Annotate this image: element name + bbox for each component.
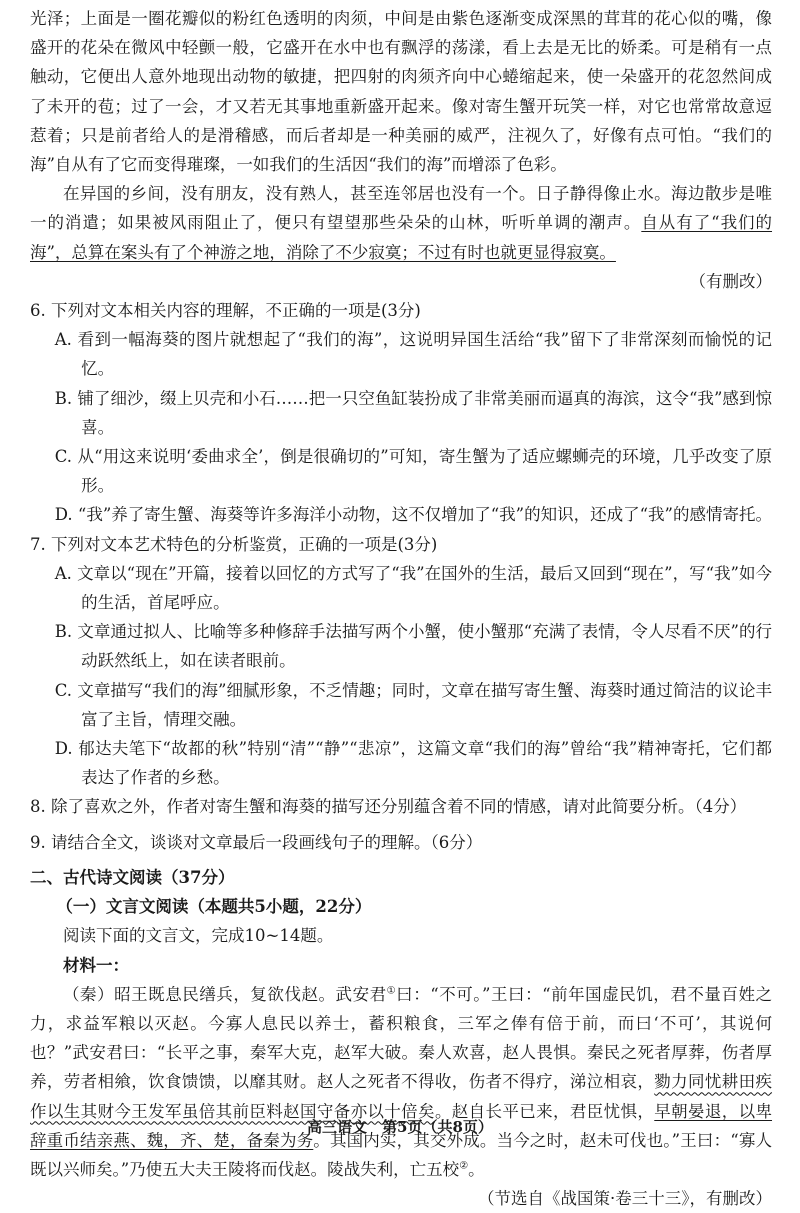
question-7-option-b: B. 文章通过拟人、比喻等多种修辞手法描写两个小蟹，使小蟹那“充满了表情，令人尽看不厌”的行动跃然纸上，如在读者眼前。 [54, 622, 772, 671]
question-7-stem: 7. 下列对文本艺术特色的分析鉴赏，正确的一项是(3分) [30, 534, 438, 554]
question-8-stem: 8. 除了喜欢之外，作者对寄生蟹和海葵的描写还分别蕴含着不同的情感，请对此简要分析。（4分） [30, 797, 747, 817]
edit-note: （有删改） [689, 271, 772, 291]
question-6-option-a: A. 看到一幅海葵的图片就想起了“我们的海”，这说明异国生活给“我”留下了非常深刻而愉悦的记忆。 [54, 330, 772, 379]
question-6-stem: 6. 下列对文本相关内容的理解，不正确的一项是(3分) [30, 301, 421, 321]
underlined-sentence: 自从有了“我们的海”，总算在案头有了个神游之地，消除了不少寂寞；不过有时也就更显得寂寞。 [30, 213, 773, 262]
question-7-option-c: C. 文章描写“我们的海”细腻形象，不乏情趣；同时，文章在描写寄生蟹、海葵时通过简洁的议论丰富了主旨，情理交融。 [54, 680, 772, 729]
passage-text: 。赵自长平已来，君臣忧惧， [434, 1101, 655, 1121]
question-6-option-b: B. 铺了细沙，缀上贝壳和小石……把一只空鱼缸装扮成了非常美丽而逼真的海滨，这令“我”感到惊喜。 [54, 388, 772, 437]
essay-paragraph-1: 光泽；上面是一圈花瓣似的粉红色透明的肉须，中间是由紫色逐渐变成深黑的茸茸的花心似的嘴，像盛开的花朵在微风中轻颤一般，它盛开在水中也有飘浮的荡漾，看上去是无比的娇柔。可是稍有一点触动，它便出人意外地现出动物的敏捷，把四射的肉须齐向中心蜷缩起来，使一朵盛开的花忽然间成了未开的苞；过了一会，才又若无其事地重新盛开起来。像对寄生蟹开玩笑一样，对它也常常故意逗惹着；只是前者给人的是滑稽感，而后者却是一种美丽的威严，注视久了，好像有点可怕。“我们的海”自从有了它而变得璀璨，一如我们的生活因“我们的海”而增添了色彩。 [30, 9, 772, 175]
essay-paragraph-2-text: 在异国的乡间，没有朋友，没有熟人，甚至连邻居也没有一个。日子静得像止水。海边散步是唯一的消遣；如果被风雨阻止了，便只有望望那些朵朵的山林，听听单调的潮声。 [30, 184, 772, 233]
page-footer: 高三语文 第5页（共8页） [307, 1118, 493, 1136]
passage-text: （秦）昭王既息民缮兵，复欲伐赵。武安君 [63, 984, 387, 1004]
wavy-underlined-sentence: 勠力同忧耕田疾作以生其财今王发军虽倍其前臣料赵国守备亦以十倍矣 [30, 1072, 773, 1121]
reading-instruction: 阅读下面的文言文，完成10~14题。 [63, 926, 334, 946]
question-6-option-c: C. 从“用这来说明‘委曲求全’，倒是很确切的”可知，寄生蟹为了适应螺蛳壳的环境，几乎改变了原形。 [54, 447, 772, 496]
passage-text: 。其国内实，其交外成。当今之时，赵未可伐也。”王曰：“寡人既以兴师矣。”乃使五大夫王陵将而伐赵。陵战失利，亡五校 [30, 1130, 773, 1179]
classical-passage [30, 980, 772, 1184]
question-7-option-d: D. 郁达夫笔下“故都的秋”特别“清”“静”“悲凉”，这篇文章“我们的海”曾给“我”精神寄托，它们都表达了作者的乡愁。 [54, 739, 772, 788]
material-label: 材料一： [63, 955, 129, 975]
footnote-marker: ① [386, 985, 397, 997]
underlined-sentence: 早朝晏退，以卑辞重币结亲燕、魏，齐、楚，备秦为务 [30, 1101, 773, 1150]
passage-text: 曰：“不可。”王曰：“前年国虚民饥，君不量百姓之力，求益军粮以灭赵。今寡人息民以养士，蓄积粮食，三军之俸有倍于前，而曰‘不可’，其说何也？”武安君曰：“长平之事，秦军大克，赵军大破。秦人欢喜，赵人畏惧。秦民之死者厚葬，伤者厚养，劳者相飨，饮食馈馈，以靡其财。赵人之死者不得收，伤者不得疗，涕泣相哀， [30, 984, 772, 1092]
essay-paragraph-2 [30, 179, 772, 267]
footnote-marker: ② [459, 1160, 469, 1172]
sub-section-heading: （一）文言文阅读（本题共5小题，22分） [56, 897, 372, 917]
question-7-option-a: A. 文章以“现在”开篇，接着以回忆的方式写了“我”在国外的生活，最后又回到“现在”，写“我”如今的生活，首尾呼应。 [54, 563, 772, 613]
question-6-option-d: D. “我”养了寄生蟹、海葵等许多海洋小动物，这不仅增加了“我”的知识，还成了“我”的感情寄托。 [54, 505, 772, 525]
source-note: （节选自《战国策·卷三十三》，有删改） [478, 1189, 772, 1209]
passage-text: 。 [468, 1159, 485, 1179]
question-9-stem: 9. 请结合全文，谈谈对文章最后一段画线句子的理解。（6分） [30, 832, 483, 852]
section-heading: 二、古代诗文阅读（37分） [30, 867, 235, 887]
